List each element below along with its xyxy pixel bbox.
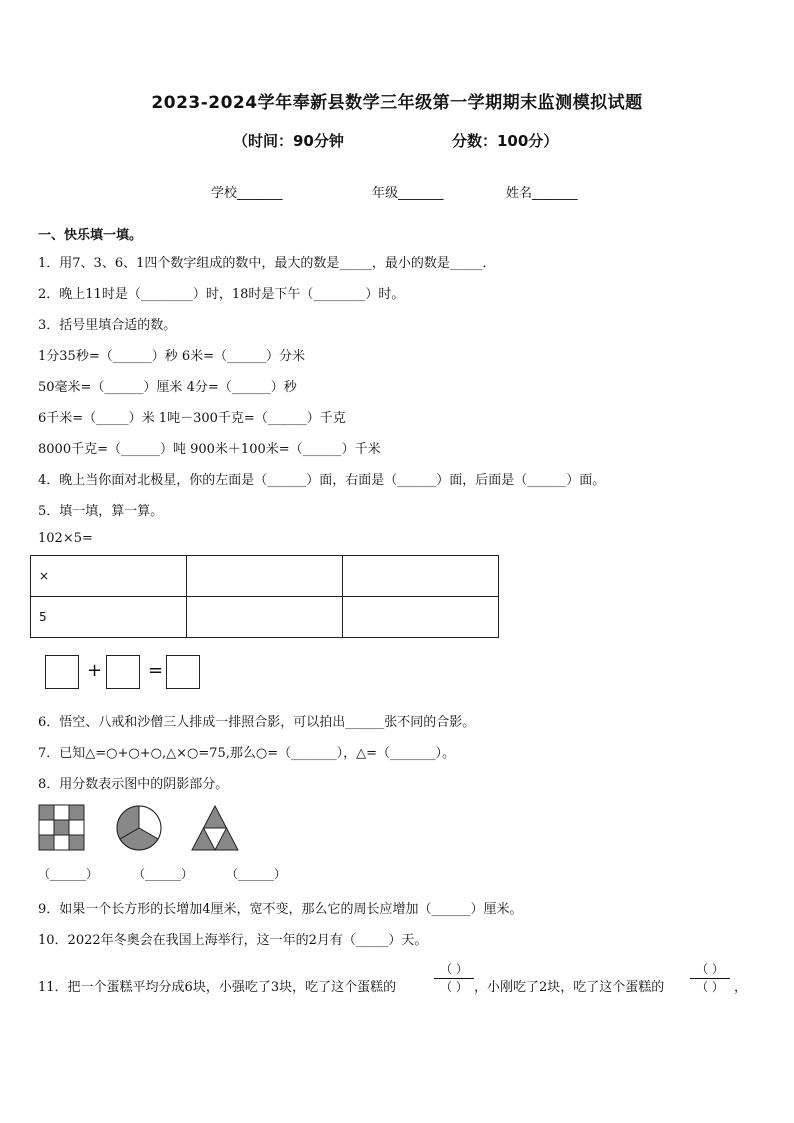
question-3: 3．括号里填合适的数。 <box>38 318 177 333</box>
denominator-blank: （ ） <box>696 980 724 994</box>
question-6: 6．悟空、八戒和沙僧三人排成一排照合影，可以拍出______张不同的合影。 <box>38 715 476 730</box>
answer-box <box>45 655 79 689</box>
fraction-answer: （______） <box>226 867 287 881</box>
question-3-item: 8000千克=（______）吨 900米＋100米=（______）千米 <box>38 442 381 457</box>
plus-sign: + <box>87 660 103 681</box>
question-3-item: 50毫米=（______）厘米 4分=（______）秒 <box>38 380 297 395</box>
score-label: 分数：100分） <box>452 132 559 150</box>
question-9: 9．如果一个长方形的长增加4厘米，宽不变，那么它的周长应增加（______）厘米。 <box>38 902 523 917</box>
equals-sign: = <box>148 660 164 681</box>
fraction-blank <box>434 962 474 995</box>
fraction-answer: （______） <box>133 867 194 881</box>
page-title: 2023-2024学年奉新县数学三年级第一学期期末监测模拟试题 <box>151 93 643 113</box>
question-2: 2．晚上11时是（________）时，18时是下午（________）时。 <box>38 287 405 302</box>
question-1: 1．用7、3、6、1四个数字组成的数中，最大的数是_____，最小的数是_____． <box>38 256 496 271</box>
checkered-square-figure <box>38 804 86 852</box>
question-11-part-1: 11．把一个蛋糕平均分成6块，小强吃了3块，吃了这个蛋糕的 <box>38 980 397 995</box>
table-cell <box>187 556 343 597</box>
answer-box <box>106 655 140 689</box>
table-cell <box>343 597 499 638</box>
denominator-blank: （ ） <box>440 980 468 994</box>
table-header-cell: × <box>31 556 187 597</box>
triangle-figure <box>190 804 240 852</box>
answer-box <box>166 655 200 689</box>
pie-circle-figure <box>115 804 163 852</box>
fraction-bar <box>434 978 474 979</box>
question-3-item: 6千米=（_____）米 1吨－300千克=（______）千克 <box>38 411 346 426</box>
time-label: （时间：90分钟 <box>233 132 344 150</box>
question-8: 8．用分数表示图中的阴影部分。 <box>38 777 229 792</box>
grade-field: 年级_______ <box>372 186 444 201</box>
question-11-part-2: ，小刚吃了2块，吃了这个蛋糕的 <box>474 980 665 995</box>
section-heading: 一、快乐填一填。 <box>38 228 143 243</box>
question-11-part-3: ， <box>734 980 748 995</box>
school-field: 学校_______ <box>211 186 283 201</box>
fraction-blank <box>690 962 730 995</box>
table-cell <box>187 597 343 638</box>
numerator-blank: （ ） <box>696 962 724 976</box>
question-3-item: 1分35秒=（______）秒 6米=（______）分米 <box>38 349 306 364</box>
question-7: 7．已知△=○+○+○,△×○=75,那么○=（_______），△=（_______）。 <box>38 746 456 761</box>
question-5: 5．填一填，算一算。 <box>38 504 164 519</box>
question-4: 4．晚上当你面对北极星，你的左面是（______）面，右面是（______）面，后面是（______）面。 <box>38 473 606 488</box>
question-5-expression: 102×5= <box>38 531 93 546</box>
fraction-bar <box>690 978 730 979</box>
fraction-answer: （______） <box>38 867 99 881</box>
name-field: 姓名_______ <box>506 186 578 201</box>
numerator-blank: （ ） <box>440 962 468 976</box>
table-cell <box>343 556 499 597</box>
multiplication-table <box>30 555 499 638</box>
question-10: 10．2022年冬奥会在我国上海举行，这一年的2月有（_____）天。 <box>38 933 428 948</box>
table-row-label: 5 <box>31 597 187 638</box>
